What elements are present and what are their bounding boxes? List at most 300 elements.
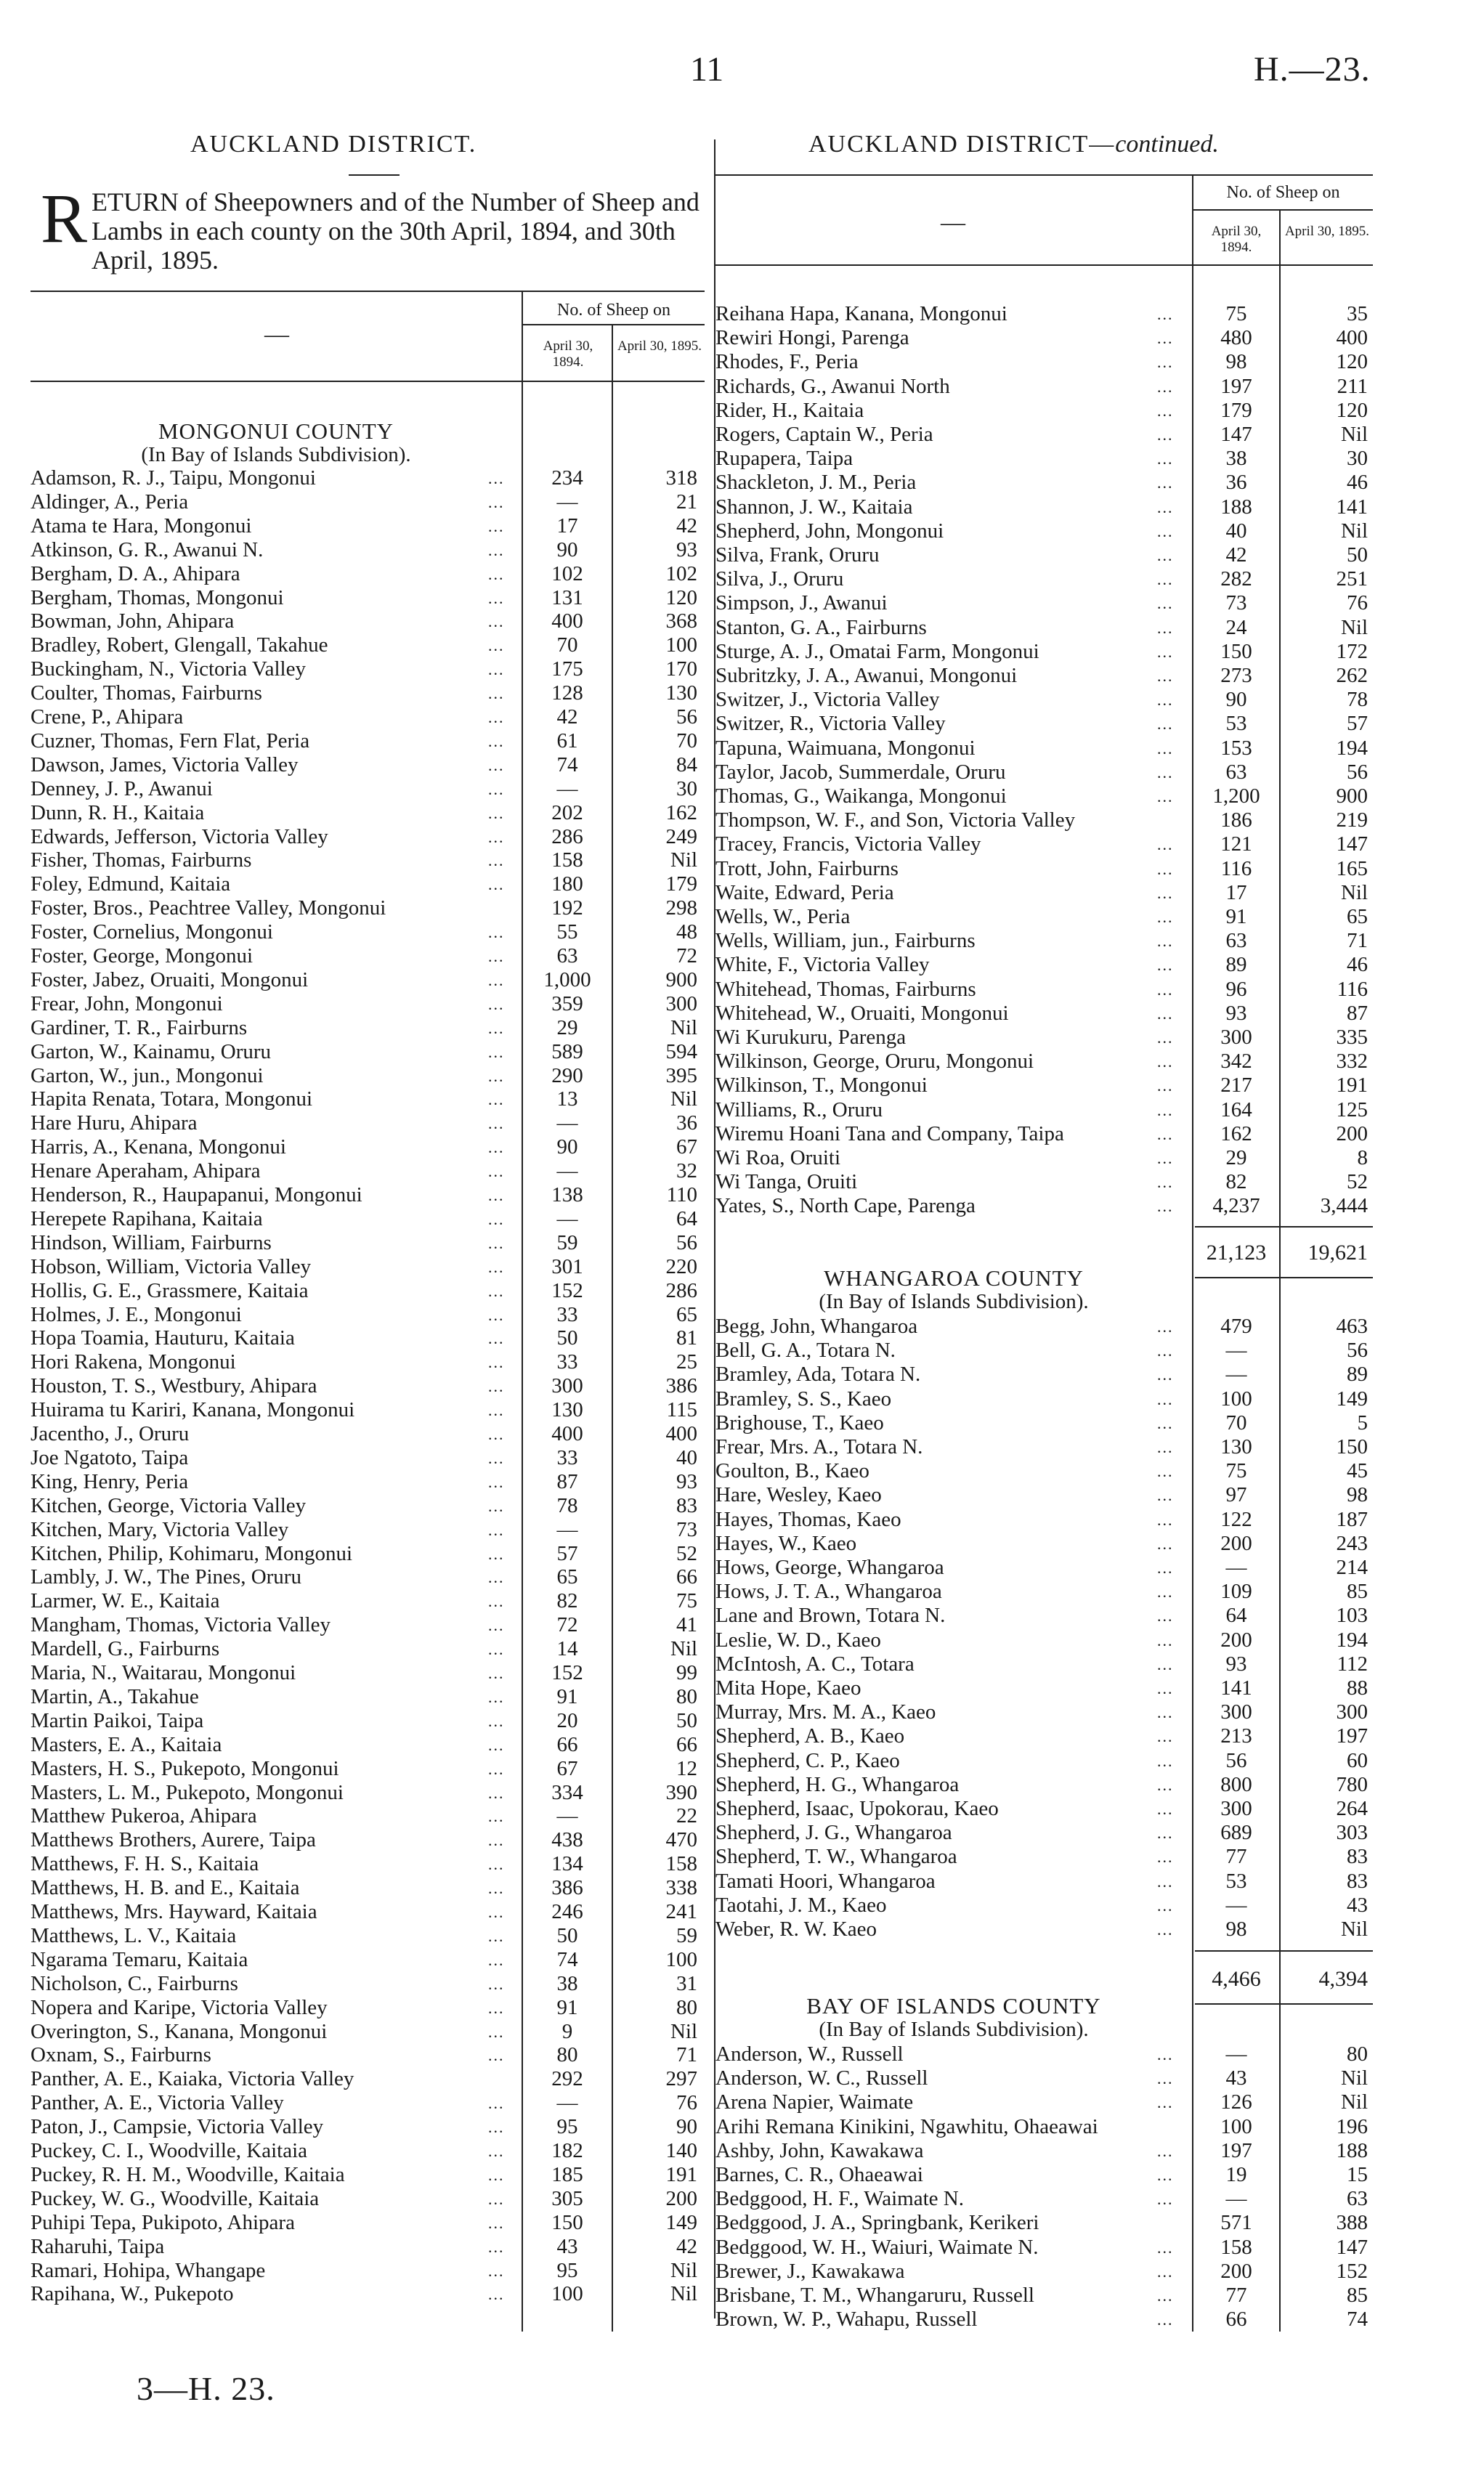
owner-name: Shepherd, Isaac, Upokorau, Kaeo <box>715 1797 999 1820</box>
leader-dots: ... <box>488 516 505 535</box>
sheep-1895: 165 <box>1336 856 1368 880</box>
owner-name: Anderson, W., Russell <box>715 2042 904 2066</box>
leader-dots: ... <box>1157 1703 1174 1722</box>
owner-name: Foster, Cornelius, Mongonui <box>31 920 273 944</box>
owner-name: Coulter, Thomas, Fairburns <box>31 681 262 705</box>
section-subtitle-mongonui: (In Bay of Islands Subdivision). <box>141 443 411 466</box>
table-row <box>715 737 1373 760</box>
leader-dots: ... <box>1157 1775 1174 1794</box>
sheep-1895: 71 <box>676 2043 697 2067</box>
leader-dots: ... <box>488 1544 505 1563</box>
header-col-1894: April 30, 1894. <box>1211 224 1262 255</box>
leader-dots: ... <box>488 588 505 607</box>
table-row <box>715 1628 1373 1652</box>
sheep-1894: 95 <box>556 2258 578 2282</box>
table-row <box>715 1363 1373 1387</box>
leader-dots: ... <box>1157 474 1174 492</box>
sheep-1894: 153 <box>1220 736 1252 760</box>
leader-dots: ... <box>1157 1197 1174 1216</box>
owner-name: Lane and Brown, Totara N. <box>715 1604 946 1628</box>
sheep-1894: 55 <box>556 920 578 944</box>
sheep-1894: 80 <box>556 2043 578 2067</box>
sheep-1894: 202 <box>551 800 583 824</box>
leader-dots: ... <box>488 731 505 750</box>
owner-name: Larmer, W. E., Kaitaia <box>31 1589 220 1613</box>
sheep-1894: 130 <box>1220 1435 1252 1458</box>
table-row <box>31 490 705 514</box>
owner-name: Masters, E. A., Kaitaia <box>31 1732 222 1756</box>
sheep-1895: 463 <box>1336 1315 1368 1338</box>
sheep-1895: 368 <box>665 609 697 633</box>
sheep-1894: 57 <box>556 1541 578 1565</box>
sheep-1895: 56 <box>1347 760 1368 784</box>
table-row <box>31 609 705 633</box>
intro-text: ETURN of Sheepowners and of the Number of Sheep and Lambs in each county on the 30th April, 1894, and 30th April, 1895. <box>92 187 700 275</box>
leader-dots: ... <box>488 1353 505 1372</box>
leader-dots: ... <box>488 1974 505 1993</box>
leader-dots: ... <box>1157 1100 1174 1119</box>
left-table-header <box>31 291 705 385</box>
sheep-1895: 188 <box>1336 2138 1368 2162</box>
district-heading-continued: AUCKLAND DISTRICT—continued. <box>808 131 1219 158</box>
table-row <box>715 2260 1373 2284</box>
sheep-1895: 120 <box>1336 398 1368 422</box>
leader-dots: ... <box>488 1568 505 1587</box>
table-row <box>715 302 1373 326</box>
sheep-1895: 149 <box>1336 1387 1368 1411</box>
leader-dots: ... <box>488 636 505 655</box>
leader-dots: ... <box>1157 1824 1174 1843</box>
sheep-1895: 220 <box>665 1254 697 1278</box>
sheep-1894: 292 <box>551 2067 583 2091</box>
sheep-1895: 81 <box>676 1326 697 1350</box>
leader-dots: ... <box>1157 2238 1174 2257</box>
owner-name: Jacentho, J., Oruru <box>31 1422 190 1445</box>
sheep-1895: 152 <box>1336 2259 1368 2283</box>
leader-dots: ... <box>488 1162 505 1181</box>
table-row <box>31 1757 705 1781</box>
leader-dots: ... <box>488 612 505 631</box>
sheep-1895: 147 <box>1336 832 1368 856</box>
leader-dots: ... <box>1157 883 1174 902</box>
owner-name: Kitchen, Mary, Victoria Valley <box>31 1517 289 1541</box>
sheep-1894: — <box>1225 1339 1247 1363</box>
sheep-1894: 91 <box>1225 905 1247 928</box>
owner-name: Waite, Edward, Peria <box>715 880 894 904</box>
leader-dots: ... <box>488 1281 505 1300</box>
sheep-1895: 88 <box>1347 1676 1368 1700</box>
owner-name: Wilkinson, George, Oruru, Mongonui <box>715 1050 1034 1074</box>
owner-name: Fisher, Thomas, Fairburns <box>31 848 252 872</box>
table-row <box>31 825 705 849</box>
section-title-bay-of-islands: BAY OF ISLANDS COUNTY <box>806 1993 1101 2019</box>
owner-name: Foley, Edmund, Kaitaia <box>31 872 231 896</box>
sheep-1894: 141 <box>1220 1676 1252 1700</box>
owner-name: Bedggood, H. F., Waimate N. <box>715 2187 964 2211</box>
leader-dots: ... <box>488 469 505 487</box>
table-row <box>715 1894 1373 1918</box>
sheep-1894: 589 <box>551 1039 583 1063</box>
leader-dots: ... <box>488 947 505 965</box>
sheep-1895: 35 <box>1347 302 1368 325</box>
leader-dots: ... <box>488 2213 505 2232</box>
sheep-1895: 130 <box>665 681 697 705</box>
leader-dots: ... <box>488 2261 505 2280</box>
owner-name: Hapita Renata, Totara, Mongonui <box>31 1087 313 1111</box>
sheep-1894: 19 <box>1225 2163 1247 2186</box>
owner-name: King, Henry, Peria <box>31 1469 189 1493</box>
leader-dots: ... <box>1157 2069 1174 2088</box>
sheep-1894: — <box>556 776 578 800</box>
table-row <box>715 1797 1373 1821</box>
sheep-1894: — <box>556 1111 578 1135</box>
sheep-1894: 180 <box>551 872 583 896</box>
leader-dots: ... <box>1157 2166 1174 2184</box>
leader-dots: ... <box>488 755 505 774</box>
sheep-1895: 335 <box>1336 1026 1368 1049</box>
sheep-1895: 42 <box>676 2234 697 2258</box>
sheep-1894: 246 <box>551 1900 583 1923</box>
table-row <box>31 1828 705 1852</box>
sheep-1894: 75 <box>1225 302 1247 325</box>
sheep-1895: 41 <box>676 1613 697 1637</box>
leader-dots: ... <box>488 1926 505 1945</box>
table-row <box>31 1087 705 1111</box>
sheep-1894: 90 <box>556 1135 578 1159</box>
leader-dots: ... <box>1157 908 1174 926</box>
owner-name: Brown, W. P., Wahapu, Russell <box>715 2308 978 2332</box>
sheep-1894: 200 <box>1220 2259 1252 2283</box>
table-row <box>31 633 705 657</box>
owner-name: Switzer, J., Victoria Valley <box>715 688 940 712</box>
owner-name: Masters, H. S., Pukepoto, Mongonui <box>31 1756 339 1780</box>
sheep-1894: 290 <box>551 1063 583 1087</box>
sheep-1895: Nil <box>670 2282 697 2306</box>
owner-name: Williams, R., Oruru <box>715 1098 883 1121</box>
sheep-1894: 73 <box>1225 591 1247 615</box>
owner-name: Rhodes, F., Peria <box>715 350 859 374</box>
sheep-1895: 80 <box>676 1995 697 2019</box>
table-row <box>31 1422 705 1446</box>
sheep-1894: 286 <box>551 824 583 848</box>
leader-dots: ... <box>488 684 505 703</box>
leader-dots: ... <box>1157 787 1174 806</box>
owner-name: Adamson, R. J., Taipu, Mongonui <box>31 466 316 490</box>
sheep-1894: 150 <box>551 2210 583 2234</box>
sheep-1895: 76 <box>1347 591 1368 615</box>
whangaroa-total-1895: 4,394 <box>1318 1967 1368 1991</box>
sheep-1894: 90 <box>556 537 578 561</box>
table-row <box>31 1876 705 1900</box>
table-row <box>715 1821 1373 1845</box>
sheep-1894: 282 <box>1220 567 1252 591</box>
table-row <box>31 872 705 896</box>
owner-name: Oxnam, S., Fairburns <box>31 2043 211 2067</box>
leader-dots: ... <box>488 2165 505 2184</box>
owner-name: Shepherd, A. B., Kaeo <box>715 1724 905 1748</box>
leader-dots: ... <box>1157 1559 1174 1577</box>
sheep-1895: 100 <box>665 633 697 657</box>
table-row <box>715 1411 1373 1435</box>
sheep-1894: — <box>556 1517 578 1541</box>
sheep-1895: 116 <box>1337 977 1368 1001</box>
sheep-1895: 262 <box>1336 664 1368 687</box>
sheep-1895: 93 <box>676 537 697 561</box>
table-row <box>715 1676 1373 1700</box>
table-row <box>715 350 1373 374</box>
table-row <box>31 2211 705 2235</box>
table-row <box>31 1637 705 1661</box>
sheep-1895: 197 <box>1336 1724 1368 1748</box>
table-row <box>31 1135 705 1159</box>
page-number: 11 <box>690 50 724 89</box>
owner-name: Wiremu Hoani Tana and Company, Taipa <box>715 1121 1064 1145</box>
owner-name: Kitchen, George, Victoria Valley <box>31 1493 307 1517</box>
sheep-1894: 43 <box>556 2234 578 2258</box>
sheep-1895: 200 <box>665 2186 697 2210</box>
sheep-1895: 243 <box>1336 1531 1368 1555</box>
table-row <box>31 801 705 825</box>
owner-name: Nicholson, C., Fairburns <box>31 1971 238 1995</box>
sheep-1894: 63 <box>1225 929 1247 953</box>
leader-dots: ... <box>488 1903 505 1921</box>
sheep-1895: Nil <box>1340 423 1368 446</box>
sheep-1894: 100 <box>1220 1387 1252 1411</box>
sheep-1895: 103 <box>1336 1604 1368 1628</box>
sheep-1895: 36 <box>676 1111 697 1135</box>
owner-name: Overington, S., Kanana, Mongonui <box>31 2019 328 2043</box>
table-row <box>715 1074 1373 1098</box>
sheep-1895: 52 <box>676 1541 697 1565</box>
leader-dots: ... <box>1157 1872 1174 1891</box>
mongonui-total-rule-bottom <box>1195 1277 1373 1278</box>
table-row <box>31 1350 705 1374</box>
leader-dots: ... <box>488 540 505 559</box>
sheep-1895: 149 <box>665 2210 697 2234</box>
table-row <box>31 1781 705 1805</box>
sheep-1894: 24 <box>1225 615 1247 639</box>
leader-dots: ... <box>1157 1389 1174 1408</box>
table-row <box>31 1326 705 1350</box>
table-row <box>31 2043 705 2067</box>
table-row <box>715 1749 1373 1773</box>
table-row <box>715 1339 1373 1363</box>
sheep-1895: 388 <box>1336 2211 1368 2235</box>
sheep-1895: 32 <box>676 1159 697 1183</box>
leader-dots: ... <box>1157 956 1174 975</box>
sheep-1894: — <box>556 1159 578 1183</box>
sheep-1895: 56 <box>1347 1339 1368 1363</box>
sheep-1894: 98 <box>1225 350 1247 374</box>
table-row <box>31 1996 705 2020</box>
table-row <box>715 326 1373 350</box>
owner-name: Murray, Mrs. M. A., Kaeo <box>715 1700 936 1724</box>
owner-name: Matthews, F. H. S., Kaitaia <box>31 1852 259 1876</box>
table-row <box>31 466 705 490</box>
sheep-1895: 390 <box>665 1780 697 1804</box>
table-row <box>715 2284 1373 2308</box>
owner-name: Whitehead, W., Oruaiti, Mongonui <box>715 1001 1009 1025</box>
table-row <box>715 1026 1373 1050</box>
table-row <box>31 538 705 562</box>
sheep-1895: Nil <box>1340 2066 1368 2090</box>
owner-name: Weber, R. W. Kaeo <box>715 1918 877 1941</box>
owner-name: Taotahi, J. M., Kaeo <box>715 1893 887 1917</box>
intro-dropcap: R <box>41 179 88 257</box>
sheep-1895: 89 <box>1347 1363 1368 1387</box>
owner-name: Subritzky, J. A., Awanui, Mongonui <box>715 664 1018 687</box>
table-row <box>31 1972 705 1996</box>
table-row <box>31 2282 705 2306</box>
sheep-1895: 214 <box>1336 1556 1368 1579</box>
leader-dots: ... <box>488 1950 505 1969</box>
owner-name: Puckey, C. I., Woodville, Kaitaia <box>31 2139 308 2162</box>
section-title-whangaroa: WHANGAROA COUNTY <box>824 1265 1084 1291</box>
leader-dots: ... <box>1157 2310 1174 2329</box>
table-row <box>31 777 705 801</box>
table-row <box>31 2091 705 2115</box>
sheep-1894: — <box>556 1206 578 1230</box>
table-row <box>715 616 1373 640</box>
sheep-1894: — <box>556 490 578 514</box>
leader-dots: ... <box>488 1831 505 1850</box>
sheep-1895: 241 <box>665 1900 697 1923</box>
sheep-1894: 98 <box>1225 1918 1247 1941</box>
owner-name: Wells, W., Peria <box>715 905 851 928</box>
header-dash: — <box>941 209 965 236</box>
sheep-1895: 80 <box>676 1684 697 1708</box>
owner-name: Hows, J. T. A., Whangaroa <box>715 1580 942 1604</box>
sheep-1894: 78 <box>556 1493 578 1517</box>
owner-name: Brighouse, T., Kaeo <box>715 1411 884 1435</box>
owner-name: Cuzner, Thomas, Fern Flat, Peria <box>31 729 310 752</box>
table-row <box>715 929 1373 953</box>
sheep-1895: 25 <box>676 1350 697 1374</box>
sheep-1894: 97 <box>1225 1483 1247 1507</box>
sheep-1894: 89 <box>1225 953 1247 977</box>
sheep-1895: 83 <box>676 1493 697 1517</box>
owner-name: Hayes, W., Kaeo <box>715 1531 857 1555</box>
sheep-1895: 83 <box>1347 1869 1368 1893</box>
table-row <box>31 1948 705 1972</box>
owner-name: Ramari, Hohipa, Whangape <box>31 2258 266 2282</box>
owner-name: Silva, J., Oruru <box>715 567 844 591</box>
sheep-1894: 4,237 <box>1212 1194 1260 1218</box>
table-row <box>715 688 1373 712</box>
leader-dots: ... <box>1157 353 1174 372</box>
sheep-1894: 131 <box>551 585 583 609</box>
owner-name: Rupapera, Taipa <box>715 447 853 471</box>
leader-dots: ... <box>1157 1124 1174 1143</box>
sheep-1895: 40 <box>676 1445 697 1469</box>
sheep-1895: 50 <box>676 1708 697 1732</box>
table-row <box>31 1661 705 1685</box>
table-row <box>715 447 1373 471</box>
sheep-1894: 66 <box>1225 2308 1247 2332</box>
owner-name: Yates, S., North Cape, Parenga <box>715 1194 976 1218</box>
table-row <box>31 968 705 992</box>
table-row <box>715 1918 1373 1942</box>
sheep-1894: 93 <box>1225 1652 1247 1676</box>
leader-dots: ... <box>1157 1607 1174 1626</box>
table-row <box>715 591 1373 615</box>
owner-name: Harris, A., Kenana, Mongonui <box>31 1135 286 1159</box>
table-row <box>715 953 1373 977</box>
owner-name: Hayes, Thomas, Kaeo <box>715 1507 901 1531</box>
owner-name: Masters, L. M., Pukepoto, Mongonui <box>31 1780 344 1804</box>
owner-name: Gardiner, T. R., Fairburns <box>31 1015 248 1039</box>
table-row <box>31 657 705 681</box>
table-row <box>715 1122 1373 1146</box>
table-row <box>31 1446 705 1470</box>
sheep-1894: 197 <box>1220 374 1252 398</box>
sheep-1895: 85 <box>1347 2284 1368 2307</box>
owner-name: Matthews Brothers, Aurere, Taipa <box>31 1828 316 1852</box>
sheep-1894: 77 <box>1225 1845 1247 1869</box>
sheep-1895: 470 <box>665 1828 697 1852</box>
sheep-1895: 102 <box>665 561 697 585</box>
sheep-1894: 42 <box>556 705 578 729</box>
whangaroa-total-rule-top <box>1195 1950 1373 1952</box>
sheep-1894: 38 <box>556 1971 578 1995</box>
leader-dots: ... <box>1157 1655 1174 1673</box>
sheep-1894: 82 <box>1225 1170 1247 1194</box>
sheep-1894: 102 <box>551 561 583 585</box>
table-row <box>715 567 1373 591</box>
table-row <box>31 514 705 538</box>
sheep-1894: 400 <box>551 1422 583 1445</box>
leader-dots: ... <box>488 2118 505 2137</box>
table-row <box>715 1532 1373 1556</box>
owner-name: Arihi Remana Kinikini, Ngawhitu, Ohaeawai <box>715 2114 1098 2138</box>
sheep-1895: 12 <box>676 1756 697 1780</box>
sheep-1894: 179 <box>1220 398 1252 422</box>
header-col-1895: April 30, 1895. <box>617 338 702 354</box>
leader-dots: ... <box>488 1018 505 1037</box>
leader-dots: ... <box>488 1496 505 1515</box>
sheep-1894: 9 <box>561 2019 573 2043</box>
sheep-1895: 64 <box>676 1206 697 1230</box>
sheep-1895: 386 <box>665 1374 697 1398</box>
owner-name: Barnes, C. R., Ohaeawai <box>715 2163 923 2186</box>
leader-dots: ... <box>1157 570 1174 589</box>
table-row <box>715 1459 1373 1483</box>
sheep-1894: 61 <box>556 729 578 752</box>
leader-dots: ... <box>488 923 505 942</box>
leader-dots: ... <box>488 779 505 798</box>
sheep-1894: 138 <box>551 1183 583 1206</box>
sheep-1895: 66 <box>676 1565 697 1589</box>
sheep-1895: 125 <box>1336 1098 1368 1121</box>
sheep-1894: 1,000 <box>543 967 591 991</box>
sheep-1895: 65 <box>676 1302 697 1326</box>
sheep-1895: 70 <box>676 729 697 752</box>
sheep-1894: 213 <box>1220 1724 1252 1748</box>
sheep-1894: 438 <box>551 1828 583 1852</box>
leader-dots: ... <box>488 1520 505 1539</box>
leader-dots: ... <box>488 1616 505 1635</box>
owner-name: Begg, John, Whangaroa <box>715 1315 918 1338</box>
leader-dots: ... <box>488 994 505 1013</box>
leader-dots: ... <box>1157 859 1174 878</box>
leader-dots: ... <box>488 1472 505 1491</box>
sheep-1894: 152 <box>551 1278 583 1302</box>
leader-dots: ... <box>488 1377 505 1396</box>
sheep-1895: Nil <box>1340 615 1368 639</box>
sheep-1895: 22 <box>676 1804 697 1828</box>
sheep-1895: 93 <box>676 1469 697 1493</box>
table-row <box>715 832 1373 856</box>
